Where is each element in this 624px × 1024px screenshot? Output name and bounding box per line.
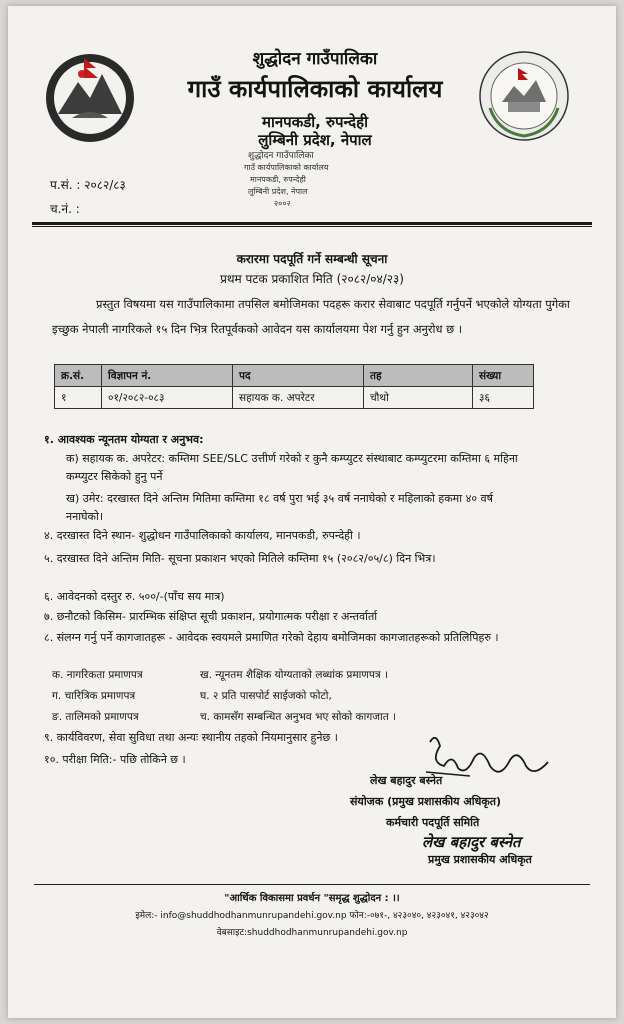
column-header: क्र.सं. [55, 365, 102, 387]
name-stamp: लेख बहादुर बस्नेत [422, 833, 521, 851]
reference-number: प.सं. : २०८२/८३ [50, 178, 126, 192]
notice-title: करारमा पदपूर्ति गर्ने सम्बन्धी सूचना [236, 252, 388, 266]
application-fee: ६. आवेदनको दस्तुर रु. ५००/-(पाँच सय मात्र) [44, 590, 225, 603]
column-header: विज्ञापन नं. [102, 365, 233, 387]
table-cell: १ [55, 387, 102, 409]
vacancy-table [54, 364, 534, 409]
column-header: तह [364, 365, 473, 387]
office-province: लुम्बिनी प्रदेश, नेपाल [258, 131, 372, 149]
document-list-item: ख. न्यूनतम शैक्षिक योग्यताको लब्धांक प्रमाणपत्र । [200, 669, 388, 681]
stamp-line: गाउँ कार्यपालिकाको कार्यालय [244, 163, 329, 172]
stamp-line: २००२ [274, 199, 291, 208]
footer-slogan: "आर्थिक विकासमा प्रवर्धन "समृद्ध शुद्धोदन : ।। [224, 893, 400, 904]
footer-divider [34, 884, 590, 885]
document-list-item: ग. चारित्रिक प्रमाणपत्र [52, 690, 136, 702]
qualification-item-a: क) सहायक क. अपरेटर: कम्तिमा SEE/SLC उत्तीर्ण गरेको र कुनै कम्प्युटर संस्थाबाट कम्प्युटरमा कम्तिमा ६ महिना कम्प्युटर सिकेको हुनु पर्ने [66, 452, 518, 483]
government-emblem-logo [44, 52, 136, 144]
document-list-item: ङ. तालिमको प्रमाणपत्र [52, 711, 139, 723]
required-documents: ८. संलग्न गर्नु पर्ने कागजातहरू - आवेदक स्वयमले प्रमाणित गरेको देहाय बमोजिमका कागजातहरूको प्रतिलिपिहरु । [44, 631, 499, 644]
page-title: गाउँ कार्यपालिकाको कार्यालय [187, 75, 443, 103]
stamp-line: शुद्धोदन गाउँपालिका [248, 151, 314, 161]
application-place: ४. दरखास्त दिने स्थान- शुद्धोधन गाउँपालिकाको कार्यालय, मानपकडी, रुपन्देही । [44, 529, 361, 542]
official-stamp [230, 140, 345, 212]
table-cell: सहायक क. अपरेटर [233, 387, 364, 409]
footer-contact: इमेल:- info@shuddhodhanmunrupandehi.gov.np फोन:-०७१-, ४२३०४०, ४२३०४१, ४२३०४२ [135, 911, 489, 921]
table-cell: चौथो [364, 387, 473, 409]
signatory-name: लेख बहादुर बस्नेत [370, 774, 443, 787]
document-list-item: घ. २ प्रति पासपोर्ट साईजको फोटो, [200, 690, 332, 702]
table-cell: ३६ [473, 387, 534, 409]
office-name: शुद्धोदन गाउँपालिका [252, 49, 378, 69]
document-list-item: क. नागरिकता प्रमाणपत्र [52, 669, 143, 681]
application-deadline: ५. दरखास्त दिने अन्तिम मिति- सूचना प्रकाशन भएको मितिले कम्तिमा १५ (२०८२/०५/८) दिन भित्र। [44, 552, 436, 565]
notice-intro: प्रस्तुत विषयमा यस गाउँपालिकामा तपसिल बमोजिमका पदहरू करार सेवाबाट पदपूर्ति गर्नुपर्ने भएकोले योग्यता पुगेका इच्छुक नेपाली नागरिकले १५ दिन भित्र रितपूर्वकको आवेदन यस कार्यालयमा पेश गर्नु हुन अनुरोध छ । [52, 297, 570, 336]
column-header: पद [233, 365, 364, 387]
table-cell: ०१/२०८२-०८३ [102, 387, 233, 409]
qualification-item-b: ख) उमेर: दरखास्त दिने अन्तिम मितिमा कम्तिमा १८ वर्ष पुरा भई ३५ वर्ष ननाघेको र महिलाको हकमा ४० वर्ष ननाघेको। [66, 492, 494, 523]
signatory-role: संयोजक (प्रमुख प्रशासकीय अधिकृत) [350, 795, 502, 808]
municipality-logo [478, 50, 570, 142]
table-row [55, 387, 534, 409]
dispatch-number: च.नं. : [50, 202, 80, 216]
column-header: संख्या [473, 365, 534, 387]
stamp-line: लुम्बिनी प्रदेश, नेपाल [248, 187, 308, 196]
job-description-note: ९. कार्यविवरण, सेवा सुविधा तथा अन्यः स्थानीय तहको नियमानुसार हुनेछ । [44, 731, 338, 744]
notice-published-date: प्रथम पटक प्रकाशित मिति (२०८२/०४/२३) [220, 272, 404, 286]
selection-method: ७. छनौटको किसिम- प्रारम्भिक संक्षिप्त सूची प्रकाशन, प्रयोगात्मक परीक्षा र अन्तर्वार्ता [44, 610, 378, 623]
table-header-row [55, 365, 534, 387]
footer-website: वेबसाइट:shuddhodhanmunrupandehi.gov.np [216, 928, 408, 938]
committee-name: कर्मचारी पदपूर्ति समिति [386, 816, 480, 829]
stamp-line: मानपकडी, रुपन्देही [250, 175, 306, 184]
office-address: मानपकडी, रुपन्देही [262, 113, 368, 131]
header-divider [32, 222, 592, 225]
header-divider-thin [32, 226, 592, 227]
qualification-heading: १. आवश्यक न्यूनतम योग्यता र अनुभव: [44, 433, 204, 446]
role-stamp: प्रमुख प्रशासकीय अधिकृत [428, 853, 532, 866]
document-list-item: च. कामसँग सम्बन्धित अनुभव भए सोको कागजात । [200, 711, 397, 723]
exam-date: १०. परीक्षा मिति:- पछि तोकिने छ । [44, 753, 186, 766]
